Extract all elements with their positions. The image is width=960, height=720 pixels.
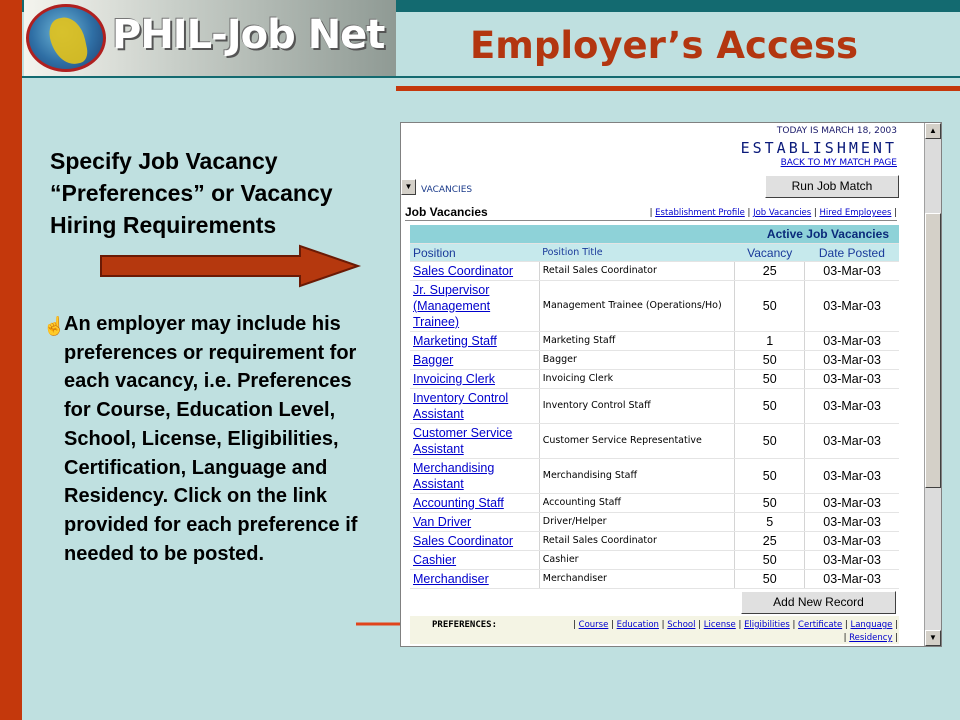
panel-divider [405,220,897,221]
position-link[interactable]: Cashier [410,551,539,570]
today-date: TODAY IS MARCH 18, 2003 [776,126,897,136]
position-link[interactable]: Marketing Staff [410,332,539,351]
position-link[interactable]: Sales Coordinator [410,532,539,551]
position-title-cell: Marketing Staff [539,332,734,351]
globe-icon [26,4,106,72]
scroll-up-icon[interactable]: ▲ [925,123,941,139]
table-row [410,532,899,551]
position-link[interactable]: Customer Service Assistant [410,424,539,459]
table-title: Active Job Vacancies [410,225,899,244]
date-posted-cell: 03-Mar-03 [805,389,899,424]
position-title-cell: Management Trainee (Operations/Ho) [539,281,734,332]
table-row [410,424,899,459]
left-accent-bar [0,0,22,720]
logo-text: PHIL-Job Net [112,12,385,58]
app-screenshot [400,122,942,647]
vertical-scrollbar[interactable] [924,123,941,646]
table-row [410,262,899,281]
position-link[interactable]: Invoicing Clerk [410,370,539,389]
position-link[interactable]: Van Driver [410,513,539,532]
table-row [410,281,899,332]
column-header: Vacancy [735,244,805,262]
preference-link-school[interactable]: School [667,620,696,630]
section-title: ESTABLISHMENT [740,139,897,157]
bullet-hand-icon: ☝ [43,316,66,336]
column-header: Date Posted [805,244,899,262]
vacancy-cell: 50 [735,424,805,459]
table-row [410,351,899,370]
hired-employees-link[interactable]: Hired Employees [819,208,892,218]
title-underline [396,86,960,91]
position-link[interactable]: Sales Coordinator [410,262,539,281]
table-row [410,551,899,570]
table-row [410,389,899,424]
position-link[interactable]: Merchandising Assistant [410,459,539,494]
position-link[interactable]: Jr. Supervisor (Management Trainee) [410,281,539,332]
scroll-thumb[interactable] [925,213,941,488]
table-row [410,459,899,494]
date-posted-cell: 03-Mar-03 [805,262,899,281]
date-posted-cell: 03-Mar-03 [805,513,899,532]
table-row [410,513,899,532]
vacancy-cell: 50 [735,551,805,570]
right-arrow-icon [100,244,362,288]
scroll-down-icon[interactable]: ▼ [925,630,941,646]
preferences-links: | Course | Education | School | License | Eligibilities | Certificate | Language | | Residency | [573,620,898,643]
preference-link-license[interactable]: License [703,620,736,630]
preferences-label: PREFERENCES: [432,620,498,630]
add-new-record-button[interactable]: Add New Record [741,591,896,614]
vacancy-cell: 25 [735,262,805,281]
date-posted-cell: 03-Mar-03 [805,570,899,589]
establishment-profile-link[interactable]: Establishment Profile [655,208,745,218]
preference-link-course[interactable]: Course [578,620,609,630]
position-link[interactable]: Bagger [410,351,539,370]
back-to-match-link[interactable]: BACK TO MY MATCH PAGE [780,158,897,168]
position-title-cell: Accounting Staff [539,494,734,513]
preference-link-education[interactable]: Education [616,620,659,630]
table-row [410,370,899,389]
date-posted-cell: 03-Mar-03 [805,370,899,389]
position-title-cell: Retail Sales Coordinator [539,262,734,281]
table-row [410,570,899,589]
position-link[interactable]: Merchandiser [410,570,539,589]
vacancy-cell: 50 [735,351,805,370]
position-title-cell: Bagger [539,351,734,370]
table-row [410,332,899,351]
nav-label: VACANCIES [421,185,473,195]
vacancy-cell: 50 [735,459,805,494]
table-row [410,494,899,513]
position-title-cell: Retail Sales Coordinator [539,532,734,551]
date-posted-cell: 03-Mar-03 [805,281,899,332]
preferences-bar [410,616,899,644]
column-header: Position Title [539,244,734,262]
position-title-cell: Merchandiser [539,570,734,589]
panel-title: Job Vacancies [405,205,488,219]
nav-dropdown-icon[interactable]: ▼ [401,179,416,195]
vacancy-cell: 50 [735,370,805,389]
preference-link-residency[interactable]: Residency [849,633,893,643]
run-job-match-button[interactable]: Run Job Match [765,175,899,198]
position-link[interactable]: Accounting Staff [410,494,539,513]
vacancies-table [410,225,899,589]
position-title-cell: Merchandising Staff [539,459,734,494]
preference-link-eligibilities[interactable]: Eligibilities [744,620,790,630]
position-title-cell: Customer Service Representative [539,424,734,459]
position-title-cell: Inventory Control Staff [539,389,734,424]
position-title-cell: Driver/Helper [539,513,734,532]
vacancy-cell: 25 [735,532,805,551]
vacancy-cell: 1 [735,332,805,351]
job-vacancies-link[interactable]: Job Vacancies [753,208,812,218]
vacancy-cell: 5 [735,513,805,532]
vacancy-cell: 50 [735,281,805,332]
vacancy-cell: 50 [735,494,805,513]
date-posted-cell: 03-Mar-03 [805,424,899,459]
date-posted-cell: 03-Mar-03 [805,351,899,370]
date-posted-cell: 03-Mar-03 [805,551,899,570]
date-posted-cell: 03-Mar-03 [805,459,899,494]
top-nav-links: | Establishment Profile | Job Vacancies | Hired Employees | [649,208,897,218]
column-header: Position [410,244,539,262]
position-link[interactable]: Inventory Control Assistant [410,389,539,424]
vacancy-cell: 50 [735,570,805,589]
position-title-cell: Cashier [539,551,734,570]
position-title-cell: Invoicing Clerk [539,370,734,389]
page-title: Employer’s Access [470,24,859,67]
header-divider [22,76,960,78]
date-posted-cell: 03-Mar-03 [805,332,899,351]
preference-link-certificate[interactable]: Certificate [798,620,843,630]
bullet-text: An employer may include his preferences or requirement for each vacancy, i.e. Preferences for Course, Education Level, School, License, Eligibilities, Certification, Language and Residency. Click on the link provided for each preference if needed to be posted. [64,313,358,565]
date-posted-cell: 03-Mar-03 [805,494,899,513]
slide-heading: Specify Job Vacancy “Preferences” or Vacancy Hiring Requirements [50,148,333,238]
date-posted-cell: 03-Mar-03 [805,532,899,551]
vacancy-cell: 50 [735,389,805,424]
preference-link-language[interactable]: Language [850,620,893,630]
phil-jobnet-logo [24,0,396,76]
